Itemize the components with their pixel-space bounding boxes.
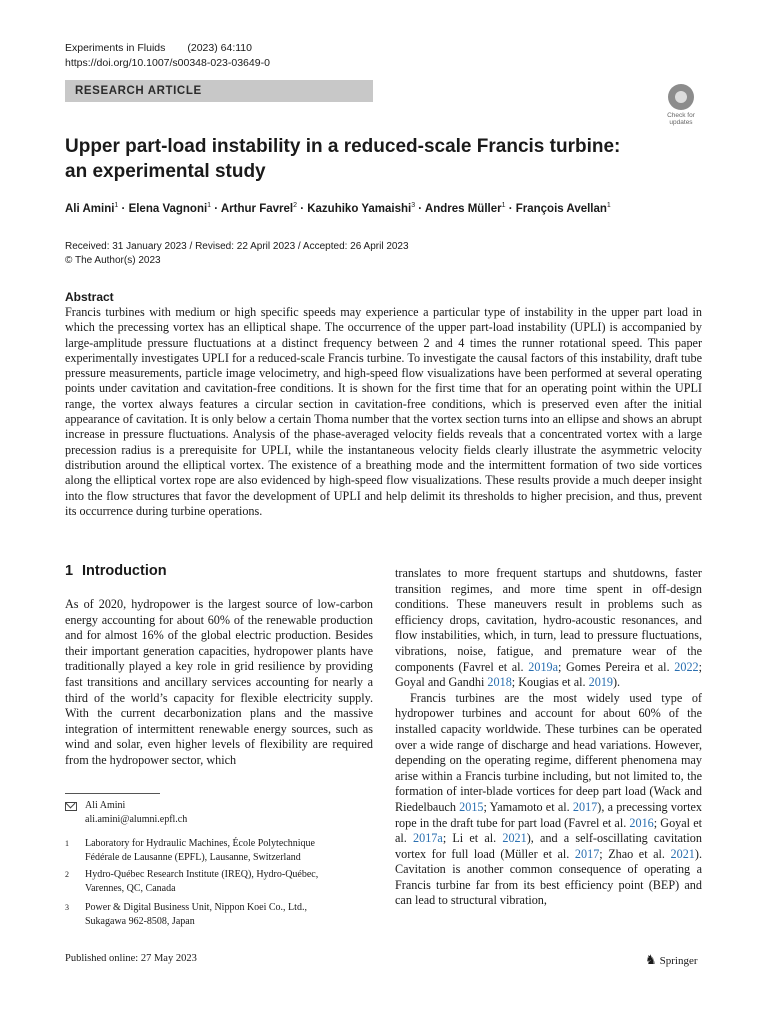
affiliation-text: Power & Digital Business Unit, Nippon Koei Co., Ltd., Sukagawa 962-8508, Japan [85, 902, 307, 927]
article-title: Upper part-load instability in a reduced-scale Francis turbine: an experimental study [65, 136, 621, 182]
check-updates-label: Check for updates [667, 112, 695, 126]
article-dates [65, 240, 409, 268]
citation-link[interactable]: 2017 [572, 799, 598, 814]
journal-volume: (2023) 64:110 [187, 42, 252, 54]
author-name[interactable]: Arthur Favrel [220, 202, 294, 215]
abstract-heading: Abstract [65, 290, 114, 304]
check-updates-icon [668, 84, 694, 110]
author-name[interactable]: François Avellan [515, 202, 607, 215]
body-text: ; Kougias et al. [511, 675, 589, 690]
author-affiliation-mark: 1 [501, 202, 506, 209]
journal-name: Experiments in Fluids [65, 42, 166, 54]
section-heading [65, 563, 167, 579]
body-text: Francis turbines are the most widely used type of hydropower turbines and account for about 60% of the installed capacity worldwide. These turbines can be operated over a wide range of discharge and head variations. However, depending on the operating regime, different phenomena may arise within a Francis turbine including, but not limited to, the formation of inter-blade vortices for deep part load (Wack and Riedelbauch [395, 690, 702, 814]
body-text: ; Goyal and Gandhi [395, 659, 703, 690]
citation-link[interactable]: 2018 [487, 675, 512, 690]
citation-link[interactable]: 2021 [670, 846, 695, 861]
citation-link[interactable]: 2017a [413, 831, 443, 846]
author-name[interactable]: Ali Amini [65, 202, 115, 215]
corresponding-author [65, 799, 187, 826]
author-affiliation-mark: 3 [411, 202, 416, 209]
citation-link[interactable]: 2017 [574, 846, 600, 861]
author-affiliation-mark: 1 [207, 202, 212, 209]
check-for-updates-badge[interactable] [661, 84, 701, 124]
author-affiliation-mark: 1 [114, 202, 119, 209]
citation-link[interactable]: 2019a [528, 659, 559, 674]
affiliation-number: 1 [65, 839, 69, 848]
body-text: ), a precessing vortex rope in the draft tube for part load (Favrel et al. [395, 799, 703, 830]
body-text: ; Gomes Pereira et al. [558, 659, 675, 674]
citation-link[interactable]: 2022 [674, 659, 699, 674]
paragraph [395, 566, 702, 691]
body-text: ; Yamamoto et al. [483, 799, 573, 814]
corresponding-email[interactable]: ali.amini@alumni.epfl.ch [85, 813, 188, 825]
citation-link[interactable]: 2019 [588, 675, 613, 690]
section-title: Introduction [82, 563, 167, 579]
affiliation-number: 2 [65, 870, 69, 879]
affiliation-text: Laboratory for Hydraulic Machines, École Polytechnique Fédérale de Lausanne (EPFL), Lausanne, Switzerland [85, 838, 315, 863]
author-name[interactable]: Elena Vagnoni [128, 202, 208, 215]
corresponding-name: Ali Amini [85, 800, 126, 811]
affiliation [65, 837, 355, 864]
author-affiliation-mark: 2 [293, 202, 297, 209]
citation-link[interactable]: 2021 [502, 831, 527, 846]
published-date: Published online: 27 May 2023 [65, 953, 197, 964]
intro-right-column [395, 566, 702, 909]
history-dates: Received: 31 January 2023 / Revised: 22 April 2023 / Accepted: 26 April 2023 [65, 241, 409, 252]
affiliation [65, 868, 355, 895]
article-type-banner: RESEARCH ARTICLE [65, 80, 373, 102]
author-name[interactable]: Kazuhiko Yamaishi [307, 202, 412, 215]
doi-link[interactable]: https://doi.org/10.1007/s00348-023-03649-0 [65, 57, 270, 69]
affiliation-number: 3 [65, 903, 69, 912]
paragraph [395, 691, 702, 909]
copyright: © The Author(s) 2023 [65, 255, 161, 266]
publisher-logo [645, 952, 698, 968]
author-affiliation-mark: 1 [606, 202, 611, 209]
body-text: ; Goyal et al. [395, 815, 702, 846]
section-number: 1 [65, 563, 74, 579]
body-text: ; Li et al. [442, 831, 503, 846]
affiliation [65, 901, 355, 928]
affiliation-text: Hydro-Québec Research Institute (IREQ), Hydro-Québec, Varennes, QC, Canada [85, 869, 319, 894]
springer-horse-icon: ♞ [645, 952, 657, 967]
footnote-divider [65, 793, 160, 794]
author-name[interactable]: Andres Müller [424, 202, 502, 215]
body-text: ). Cavitation is another common consequence of operating a Francis turbine far from its best efficiency point (BEP) and can lead to structural vibration, [395, 846, 702, 908]
intro-left-column: As of 2020, hydropower is the largest source of low-carbon energy accounting for about 60% of the renewable production and for almost 16% of the global electric production. Besides their important generation capacities, hydropower plants have traditionally played a key role in grid resilience by providing fast transitions and ancillary services accounting for nearly a third of the world’s capacity for flexible electricity supply. With the current decarbonization plans and the massive integration of intermittent renewable energy sources, such as wind and solar, even higher levels of flexibility are required from the hydropower sector, which [65, 597, 373, 767]
body-text: ; Zhao et al. [599, 846, 671, 861]
journal-header [65, 41, 270, 71]
body-text: translates to more frequent startups and shutdowns, faster transition regimes, and more time spent in off-design conditions. These maneuvers result in problems such as efficiency drops, cavitation, hydro-acoustic resonances, and flow instabilities, which, in turn, lead to pressure fluctuations, vibrations, noise, fatigue, and premature wear of the components (Favrel et al. [395, 566, 702, 674]
citation-link[interactable]: 2015 [459, 799, 484, 814]
body-text: ). [613, 675, 621, 690]
envelope-icon [65, 802, 77, 811]
body-text: ), and a self-oscillating cavitation vortex for full load (Müller et al. [395, 831, 702, 861]
publisher-name: Springer [659, 955, 698, 967]
author-list: Ali Amini$^1$ · Elena Vagnoni$^1$ · Arthur Favrel$^2$ · Kazuhiko Yamaishi$^3$ · Andres Müller$^1$ · François Avellan$^1$ [65, 202, 611, 215]
abstract-text: Francis turbines with medium or high specific speeds may experience a particular type of instability in the upper part load in which the precessing vortex has an elliptical shape. The occurrence of the upper part-load instability (UPLI) is accompanied by large-amplitude pressure fluctuations at a distinct frequency between 2 and 4 times the runner rotational speed. This paper experimentally investigates UPLI for a reduced-scale Francis turbine. To investigate the causal factors of this instability, draft tube pressure measurements, particle image velocimetry, and high-speed flow visualizations have been performed at several operating points under cavitation and cavitation-free conditions. It is shown for the first time that for an operating point within the UPLI range, the vortex always features a circular section in cavitation-free conditions, which is preserved even after the initial appearance of cavitation. It is only below a certain Thoma number that the vortex section turns into an ellipse and shows an abrupt increase in pressure fluctuations. Analysis of the phase-averaged velocity fields reveals that a concentrated vortex with a large precession radius is a prerequisite for UPLI, while the instantaneous velocity fields clearly illustrate the asymmetric velocity distribution around the elliptical vortex. The existence of a breathing mode and the intermittent formation of two side vortices along the elliptical vortex rope are also evidenced by high-speed flow visualizations. These results provide a much deeper insight into the flow structures that favor the development of UPLI and help delimit its thresholds to higher precision, and thus, prevent its occurrence during turbine operations. [65, 305, 702, 518]
citation-link[interactable]: 2016 [629, 815, 654, 830]
